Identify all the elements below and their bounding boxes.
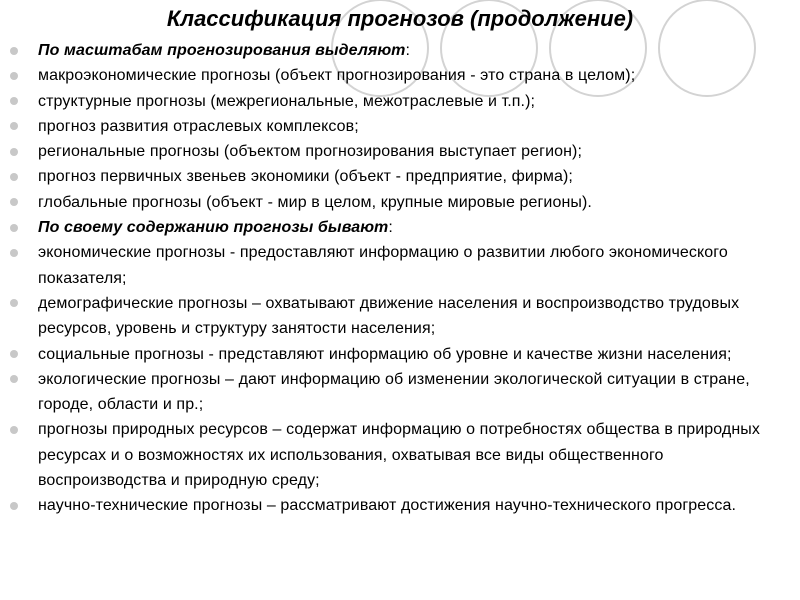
bullet-item	[0, 417, 800, 493]
bullet-dot-icon	[10, 122, 18, 130]
bullet-item	[0, 114, 800, 139]
bullet-dot-icon	[10, 198, 18, 206]
bullet-item	[0, 89, 800, 114]
bullet-text: экономические прогнозы - предоставляют информацию о развитии любого экономического показателя;	[38, 244, 728, 287]
bullet-item	[0, 291, 800, 342]
bullet-dot-icon	[10, 173, 18, 181]
bullet-dot-icon	[10, 47, 18, 55]
bullet-dot-icon	[10, 72, 18, 80]
bullet-text: макроэкономические прогнозы (объект прогнозирования - это страна в целом);	[38, 67, 636, 85]
bullet-dot-icon	[10, 97, 18, 105]
bullet-item	[0, 240, 800, 291]
bullet-dot-icon	[10, 224, 18, 232]
bullet-item	[0, 38, 800, 63]
bullet-item	[0, 190, 800, 215]
bullet-dot-icon	[10, 375, 18, 383]
bullet-item	[0, 164, 800, 189]
bullet-text: глобальные прогнозы (объект - мир в целом, крупные мировые регионы).	[38, 193, 592, 211]
bullet-item	[0, 63, 800, 88]
bullet-dot-icon	[10, 148, 18, 156]
section-heading: По своему содержанию прогнозы бывают	[38, 219, 389, 237]
bullet-text: :	[405, 42, 411, 59]
bullet-item	[0, 342, 800, 367]
bullet-dot-icon	[10, 426, 18, 434]
bullet-text: экологические прогнозы – дают информацию об изменении экологической ситуации в стране, городе, области и пр.;	[38, 370, 750, 414]
bullet-dot-icon	[10, 249, 18, 257]
bullet-text: :	[388, 219, 393, 237]
slide-title: Классификация прогнозов (продолжение)	[166, 6, 634, 31]
bullet-text: региональные прогнозы (объектом прогнозирования выступает регион);	[38, 143, 583, 161]
bullet-item	[0, 139, 800, 164]
bullet-text: прогнозы природных ресурсов – содержат информацию о потребностях общества в природных ресурсах и о возможностях их использования, охватывая все виды общественного воспроизводства и природную среду;	[38, 421, 760, 490]
bullet-list	[0, 38, 800, 519]
section-heading: По масштабам прогнозирования выделяют	[38, 42, 406, 59]
bullet-dot-icon	[10, 299, 18, 307]
bullet-text: прогноз развития отраслевых комплексов;	[38, 117, 359, 135]
bullet-item	[0, 215, 800, 240]
bullet-item	[0, 367, 800, 418]
bullet-dot-icon	[10, 350, 18, 358]
bullet-text: научно-технические прогнозы – рассматривают достижения научно-технического прогресса.	[38, 497, 737, 515]
bullet-text: прогноз первичных звеньев экономики (объект - предприятие, фирма);	[38, 168, 573, 186]
bullet-text: социальные прогнозы - представляют информацию об уровне и качестве жизни населения;	[38, 345, 732, 363]
bullet-text: демографические прогнозы – охватывают движение населения и воспроизводство трудовых ресурсов, уровень и структуру занятости населения;	[38, 294, 740, 338]
bullet-text: структурные прогнозы (межрегиональные, межотраслевые и т.п.);	[38, 92, 536, 110]
bullet-item	[0, 493, 800, 518]
bullet-dot-icon	[10, 502, 18, 510]
